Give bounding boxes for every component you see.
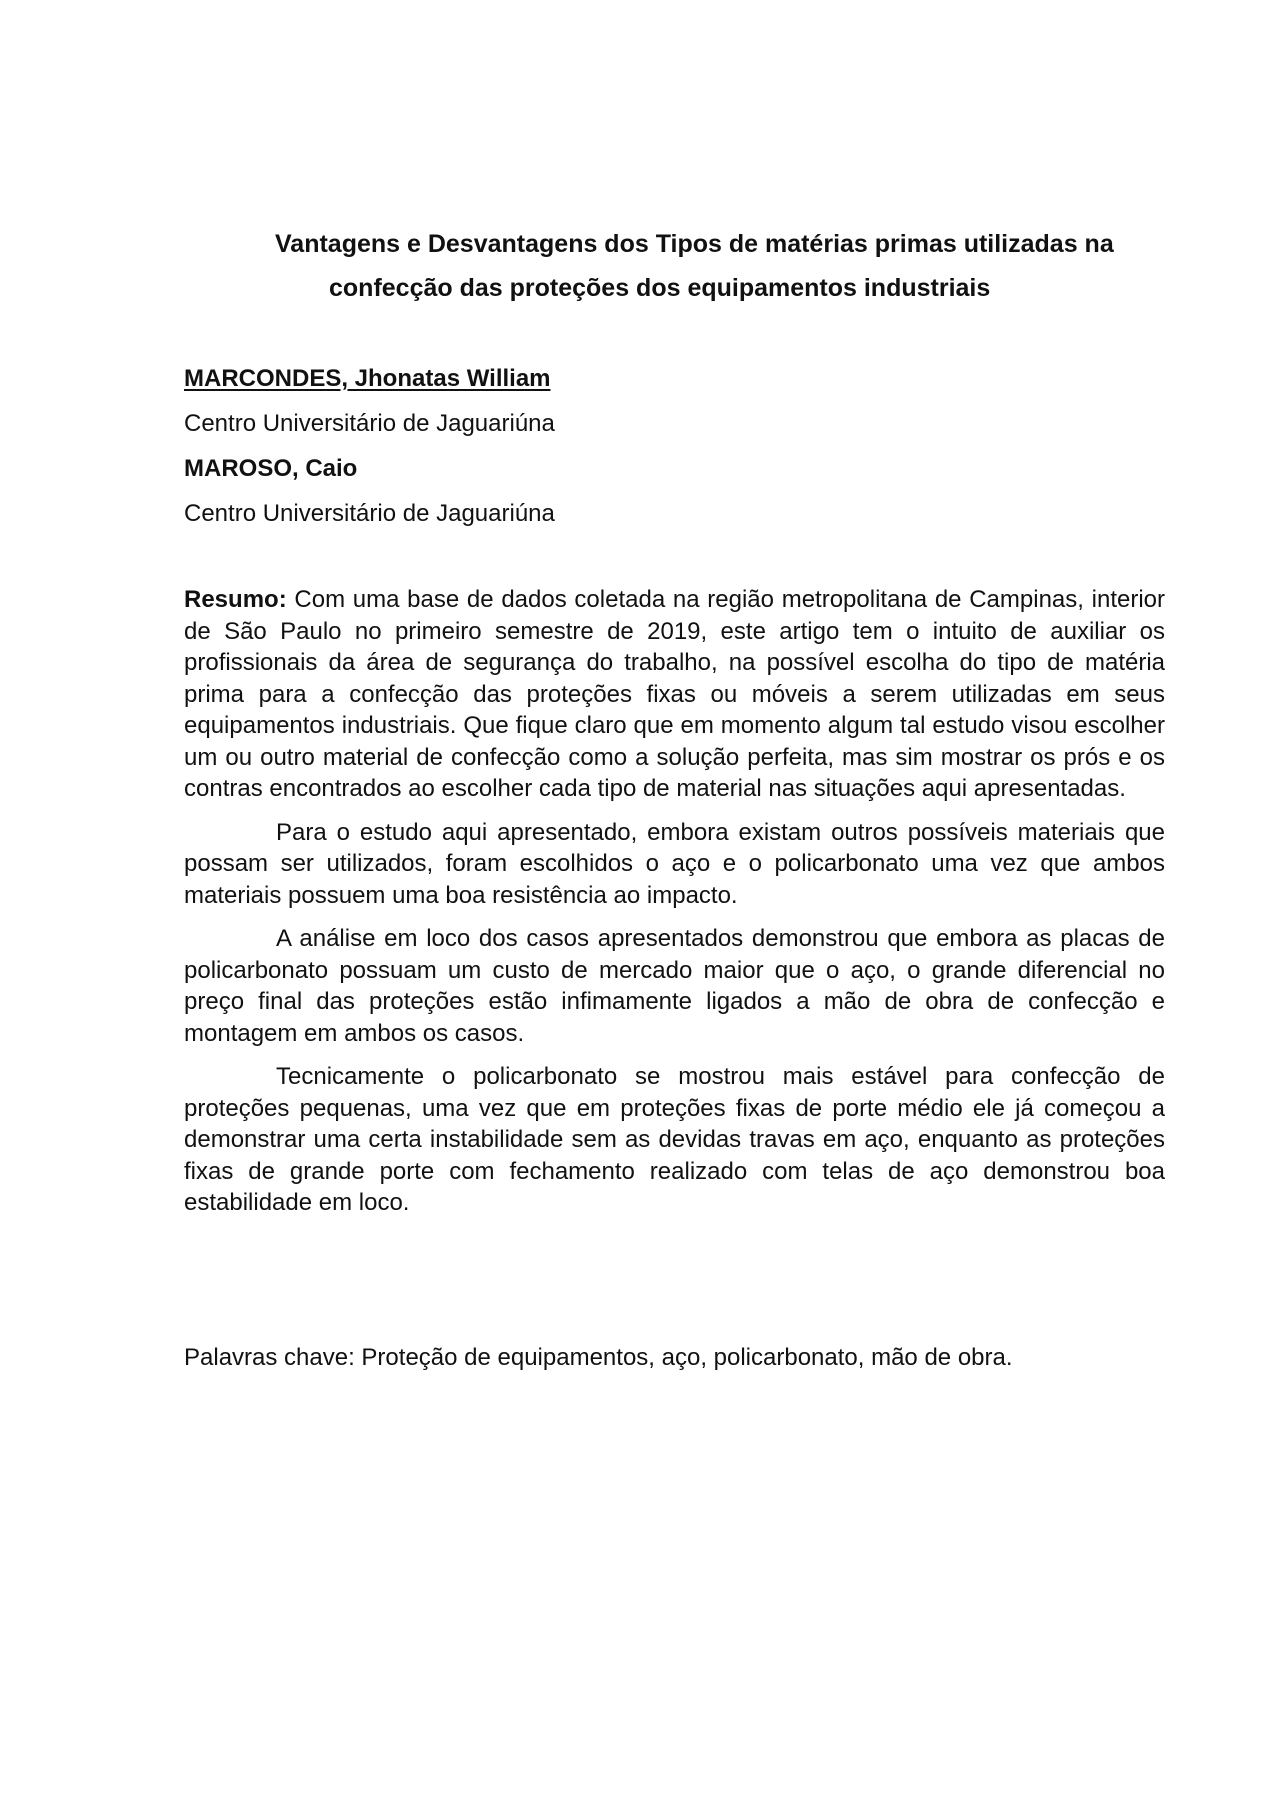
author-block	[184, 356, 1096, 536]
title-line-2: confecção das proteções dos equipamentos industriais	[329, 274, 991, 302]
abstract-label: Resumo:	[184, 586, 287, 613]
author-affiliation-1: Centro Universitário de Jaguariúna	[184, 410, 555, 437]
abstract-paragraph-4: Tecnicamente o policarbonato se mostrou mais estável para confecção de proteções pequenas, uma vez que em proteções fixas de porte médio ele já começou a demonstrar uma certa instabilidade sem as devidas travas em aço, enquanto as proteções fixas de grande porte com fechamento realizado com telas de aço demonstrou boa estabilidade em loco.	[184, 1063, 1165, 1216]
abstract-section	[184, 584, 1165, 1231]
abstract-paragraph-1	[184, 584, 1165, 805]
author-name-2: MAROSO, Caio	[184, 455, 358, 482]
keywords-line: Palavras chave: Proteção de equipamentos, aço, policarbonato, mão de obra.	[184, 1344, 1013, 1371]
abstract-paragraph-1-text: Com uma base de dados coletada na região metropolitana de Campinas, interior de São Paulo no primeiro semestre de 2019, este artigo tem o intuito de auxiliar os profissionais da área de segurança do trabalho, na possível escolha do tipo de matéria prima para a confecção das proteções fixas ou móveis a serem utilizadas em seus equipamentos industriais. Que fique claro que em momento algum tal estudo visou escolher um ou outro material de confecção como a solução perfeita, mas sim mostrar os prós e os contras encontrados ao escolher cada tipo de material nas situações aqui apresentadas.	[184, 586, 1166, 802]
abstract-paragraph-3: A análise em loco dos casos apresentados demonstrou que embora as placas de policarbonato possuam um custo de mercado maior que o aço, o grande diferencial no preço final das proteções estão infimamente ligados a mão de obra de confecção e montagem em ambos os casos.	[184, 925, 1165, 1047]
author-affiliation-2: Centro Universitário de Jaguariúna	[184, 500, 555, 527]
abstract-paragraph-2: Para o estudo aqui apresentado, embora existam outros possíveis materiais que possam ser utilizados, foram escolhidos o aço e o policarbonato uma vez que ambos materiais possuem uma boa resistência ao impacto.	[184, 818, 1165, 909]
author-name-1: MARCONDES, Jhonatas William	[184, 365, 551, 392]
paper-title	[184, 222, 1114, 310]
title-line-1: Vantagens e Desvantagens dos Tipos de matérias primas utilizadas na	[275, 230, 1114, 258]
